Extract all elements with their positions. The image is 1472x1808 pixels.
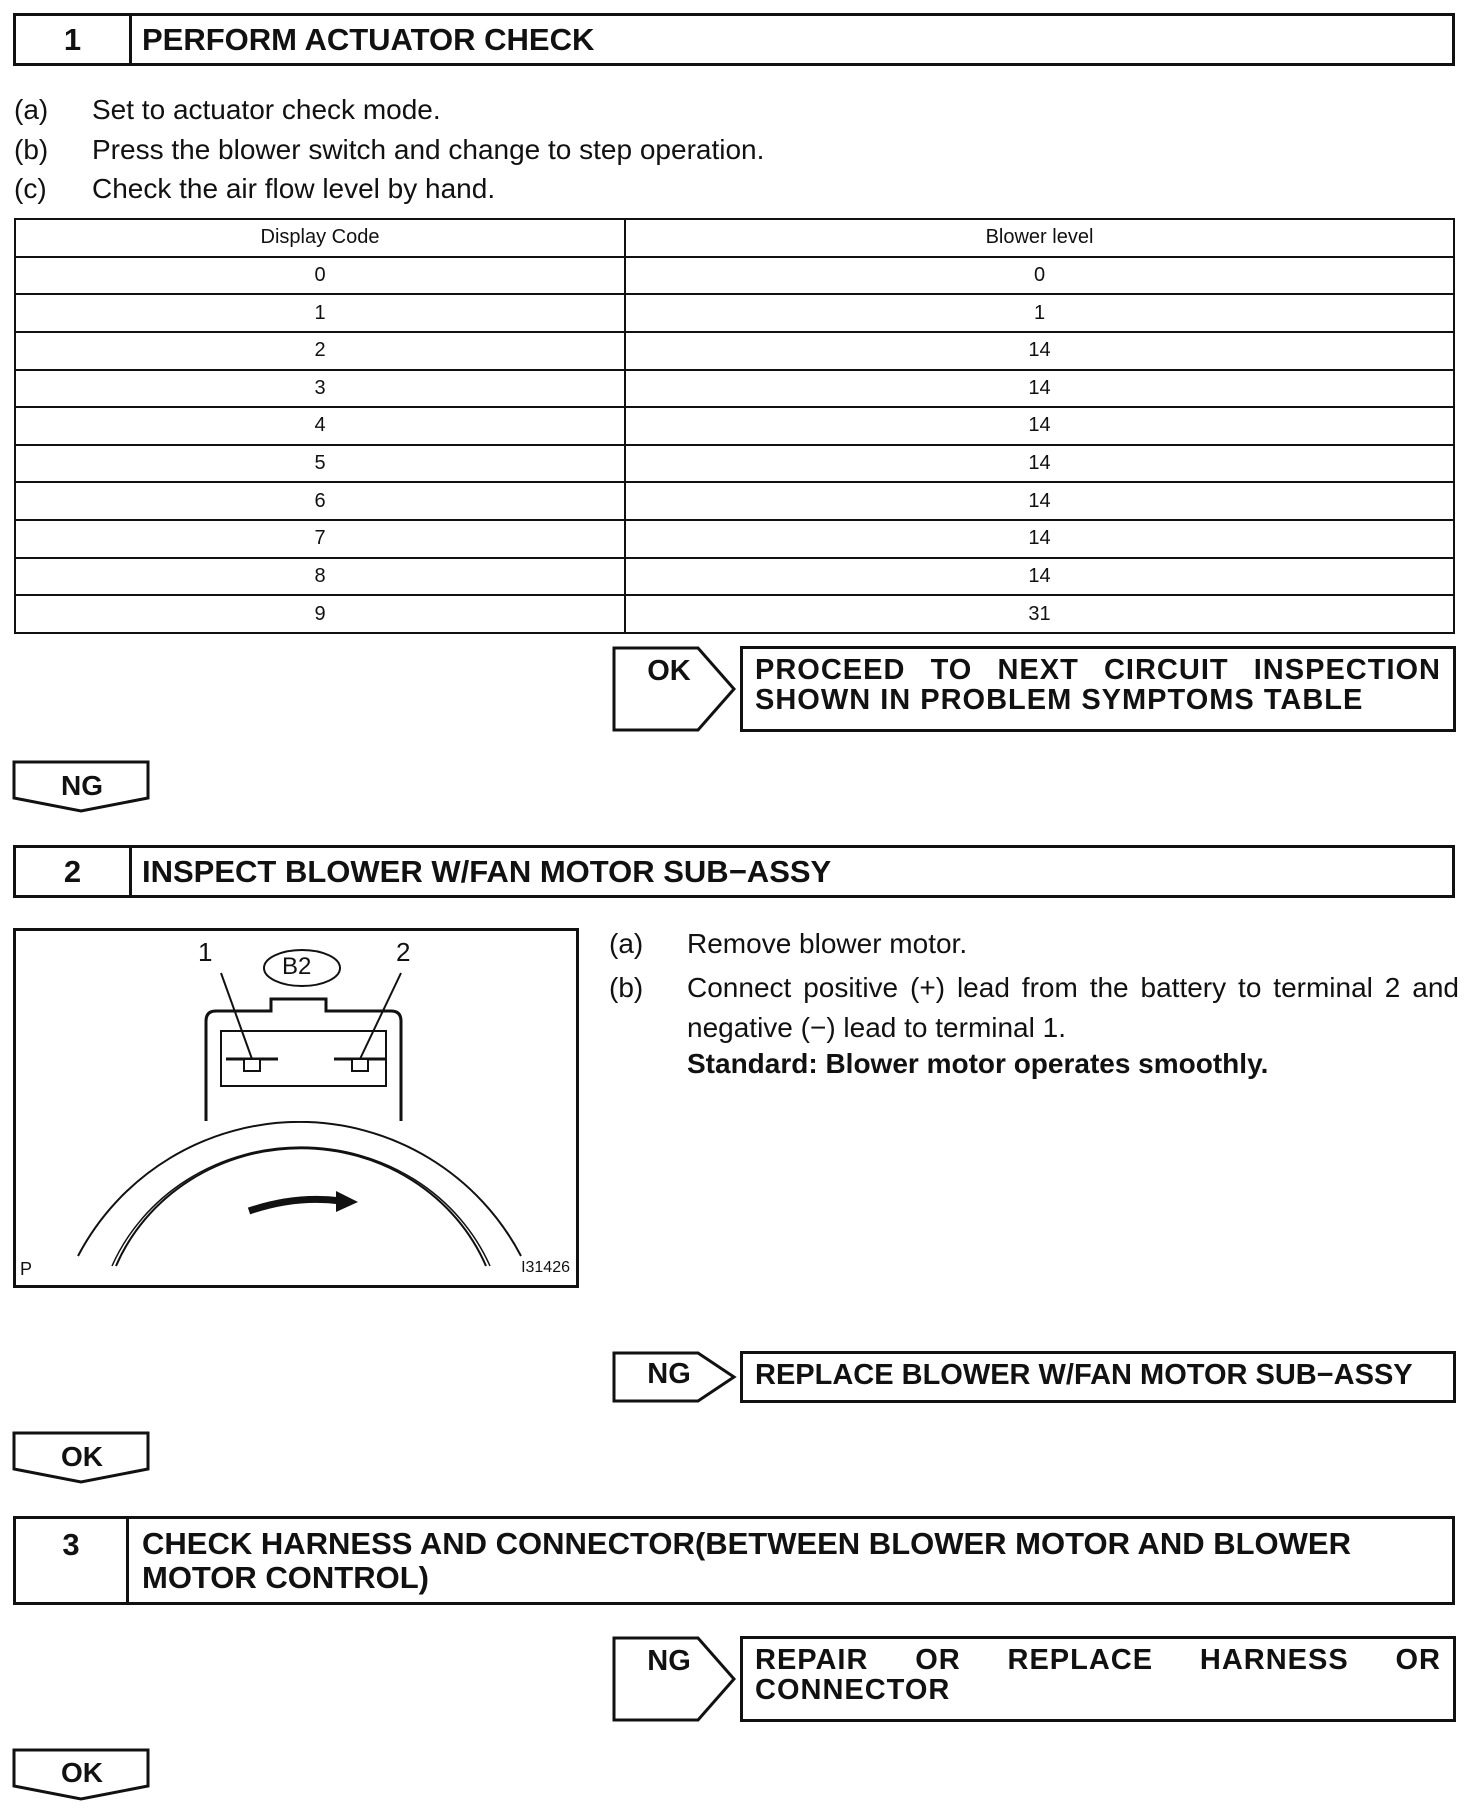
table-row — [15, 520, 1454, 558]
instruction-b — [14, 134, 764, 166]
blower-motor-figure — [13, 928, 579, 1288]
step-2-header — [13, 845, 1455, 898]
terminal-2-label: 2 — [396, 937, 411, 967]
table-cell: 14 — [625, 445, 1454, 483]
instruction-label: (a) — [609, 928, 644, 959]
table-cell: 0 — [15, 257, 625, 295]
display-code-table — [14, 218, 1455, 634]
step-number: 2 — [16, 848, 132, 895]
ok-down-label: OK — [61, 1441, 103, 1472]
figure-corner-left: P — [20, 1259, 33, 1279]
step-number: 1 — [16, 16, 132, 63]
table-cell: 5 — [15, 445, 625, 483]
table-cell: 14 — [625, 558, 1454, 596]
table-cell: 31 — [625, 595, 1454, 633]
step-title: CHECK HARNESS AND CONNECTOR(BETWEEN BLOWER MOTOR AND BLOWER MOTOR CONTROL) — [142, 1526, 1351, 1595]
table-cell: 1 — [625, 294, 1454, 332]
step-title: PERFORM ACTUATOR CHECK — [142, 21, 595, 57]
table-cell: 0 — [625, 257, 1454, 295]
result-line-2: SHOWN IN PROBLEM SYMPTOMS TABLE — [755, 684, 1364, 716]
table-cell: 14 — [625, 370, 1454, 408]
instruction-a — [14, 94, 441, 126]
step2-instruction-b — [609, 968, 1459, 1048]
ng-down-label: NG — [61, 770, 103, 801]
instruction-text: Connect positive (+) lead from the battery to terminal 2 and negative (−) lead to terminal 1. — [687, 972, 1459, 1043]
figure-id-label: I31426 — [521, 1259, 570, 1276]
table-row — [15, 482, 1454, 520]
instruction-label: (a) — [14, 94, 49, 125]
table-row — [15, 407, 1454, 445]
column-header: Blower level — [625, 219, 1454, 257]
ng-tag-label: NG — [647, 1645, 691, 1677]
instruction-text: Check the air flow level by hand. — [92, 173, 496, 204]
table-cell: 14 — [625, 520, 1454, 558]
table-row — [15, 370, 1454, 408]
instruction-text: Press the blower switch and change to step operation. — [92, 134, 765, 165]
table-cell: 2 — [15, 332, 625, 370]
step-number: 3 — [16, 1519, 129, 1602]
table-row — [15, 332, 1454, 370]
table-cell: 14 — [625, 332, 1454, 370]
ok-down-label: OK — [61, 1757, 103, 1788]
result-line-1: PROCEED TO NEXT CIRCUIT INSPECTION — [755, 654, 1441, 686]
instruction-c — [14, 173, 495, 205]
instruction-label: (b) — [609, 972, 644, 1003]
table-row — [15, 294, 1454, 332]
step2-instruction-a — [609, 928, 967, 960]
blower-motor-diagram — [16, 931, 576, 1285]
table-cell: 1 — [15, 294, 625, 332]
table-row — [15, 257, 1454, 295]
ok-result-box — [740, 646, 1456, 732]
instruction-label: (c) — [14, 173, 47, 204]
ng-result-box: REPAIR OR REPLACE HARNESS OR CONNECTOR — [740, 1636, 1456, 1722]
table-cell: 8 — [15, 558, 625, 596]
table-cell: 4 — [15, 407, 625, 445]
connector-code-label: B2 — [282, 953, 312, 980]
table-cell: 14 — [625, 482, 1454, 520]
instruction-text: Remove blower motor. — [687, 928, 968, 959]
table-row — [15, 445, 1454, 483]
step-title: INSPECT BLOWER W/FAN MOTOR SUB−ASSY — [142, 853, 832, 889]
table-cell: 7 — [15, 520, 625, 558]
instruction-text: Set to actuator check mode. — [92, 94, 441, 125]
instruction-label: (b) — [14, 134, 49, 165]
step-1-header — [13, 13, 1455, 66]
step-3-header — [13, 1516, 1455, 1605]
terminal-1-label: 1 — [198, 937, 213, 967]
table-cell: 3 — [15, 370, 625, 408]
table-row — [15, 595, 1454, 633]
table-row — [15, 558, 1454, 596]
ok-tag-label: OK — [647, 655, 691, 687]
table-cell: 14 — [625, 407, 1454, 445]
column-header: Display Code — [15, 219, 625, 257]
table-header-row — [15, 219, 1454, 257]
ng-tag-label: NG — [647, 1358, 691, 1390]
ng-result-box: REPLACE BLOWER W/FAN MOTOR SUB−ASSY — [740, 1351, 1456, 1403]
standard-text: Standard: Blower motor operates smoothly. — [687, 1048, 1269, 1079]
table-cell: 6 — [15, 482, 625, 520]
table-cell: 9 — [15, 595, 625, 633]
